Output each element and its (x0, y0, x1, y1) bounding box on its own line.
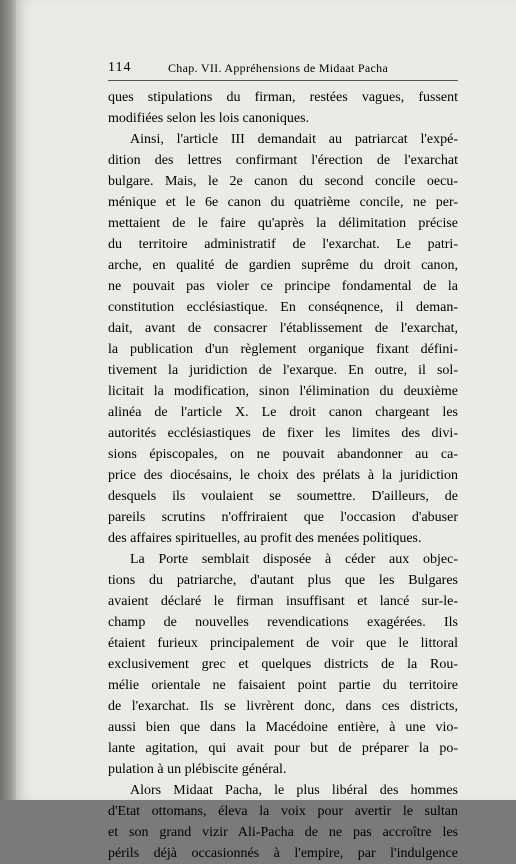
text-line: et son grand vizir Ali-Pacha de ne pas accroître les (108, 825, 458, 840)
text-line: alinéa de l'article X. Le droit canon chargeant les (108, 405, 458, 420)
text-line: price des diocésains, le choix des prélats à la juridiction (108, 468, 458, 483)
text-line: sions épiscopales, on ne pouvait abandonner au ca- (108, 447, 458, 462)
body-text (108, 87, 458, 864)
header-rule (108, 80, 458, 81)
text-line: des affaires spirituelles, au profit des menées politiques. (108, 531, 422, 546)
text-line: de l'exarchat. Ils se livrèrent donc, dans ces districts, (108, 699, 458, 714)
text-line: ne pouvait pas violer ce principe fondamental de la (108, 279, 458, 294)
text-line: ménique et le 6e canon du quatrième concile, ne per- (108, 195, 458, 210)
text-line: constitution ecclésiastique. En conséqnence, il deman- (108, 300, 458, 315)
scan-edge (0, 0, 16, 800)
running-head (108, 58, 458, 78)
text-line: pareils scrutins n'offriraient que l'occasion d'abuser (108, 510, 458, 525)
text-line: avaient déclaré le firman insuffisant et lancé sur-le- (108, 594, 458, 609)
text-line: d'Etat ottomans, éleva la voix pour avertir le sultan (108, 804, 458, 819)
text-line: desquels ils voulaient se soumettre. D'ailleurs, de (108, 489, 458, 504)
text-line: licitait la modification, sinon l'élimination du deuxième (108, 384, 458, 399)
text-line: Ainsi, l'article III demandait au patriarcat l'expé- (130, 132, 458, 147)
text-line: du territoire administratif de l'exarchat. Le patri- (108, 237, 458, 252)
text-line: lante agitation, qui avait pour but de préparer la po- (108, 741, 458, 756)
text-line: périls déjà occasionnés à l'empire, par l'indulgence (108, 846, 458, 861)
text-line: pulation à un plébiscite général. (108, 762, 287, 777)
text-line: tions du patriarche, d'autant plus que les Bulgares (108, 573, 458, 588)
text-line: ques stipulations du firman, restées vagues, fussent (108, 90, 458, 105)
text-line: mélie orientale ne faisaient point partie du territoire (108, 678, 458, 693)
text-line: modifiées selon les lois canoniques. (108, 111, 310, 126)
text-line: Alors Midaat Pacha, le plus libéral des hommes (130, 783, 458, 798)
text-line: dait, avant de consacrer l'établissement de l'exarchat, (108, 321, 458, 336)
text-line: bulgare. Mais, le 2e canon du second concile oecu- (108, 174, 458, 189)
text-line: étaient furieux principalement de voir que le littoral (108, 636, 458, 651)
text-line: tivement la juridiction de l'exarque. En outre, il sol- (108, 363, 458, 378)
text-line: champ de nouvelles revendications exagérées. Ils (108, 615, 458, 630)
text-line: la publication d'un règlement organique fixant défini- (108, 342, 458, 357)
text-line: exclusivement grec et quelques districts de la Rou- (108, 657, 458, 672)
text-line: arche, en qualité de gardien suprême du droit canon, (108, 258, 458, 273)
text-line: autorités ecclésiastiques de fixer les limites des divi- (108, 426, 458, 441)
running-head-title: Chap. VII. Appréhensions de Midaat Pacha (168, 61, 389, 75)
text-line: mettaient de le faire qu'après la délimitation précise (108, 216, 458, 231)
page-number: 114 (108, 60, 132, 75)
text-line: dition des lettres confirmant l'érection de l'exarchat (108, 153, 458, 168)
text-line: aussi bien que dans la Macédoine entière, à une vio- (108, 720, 458, 735)
text-line: La Porte semblait disposée à céder aux objec- (130, 552, 458, 567)
